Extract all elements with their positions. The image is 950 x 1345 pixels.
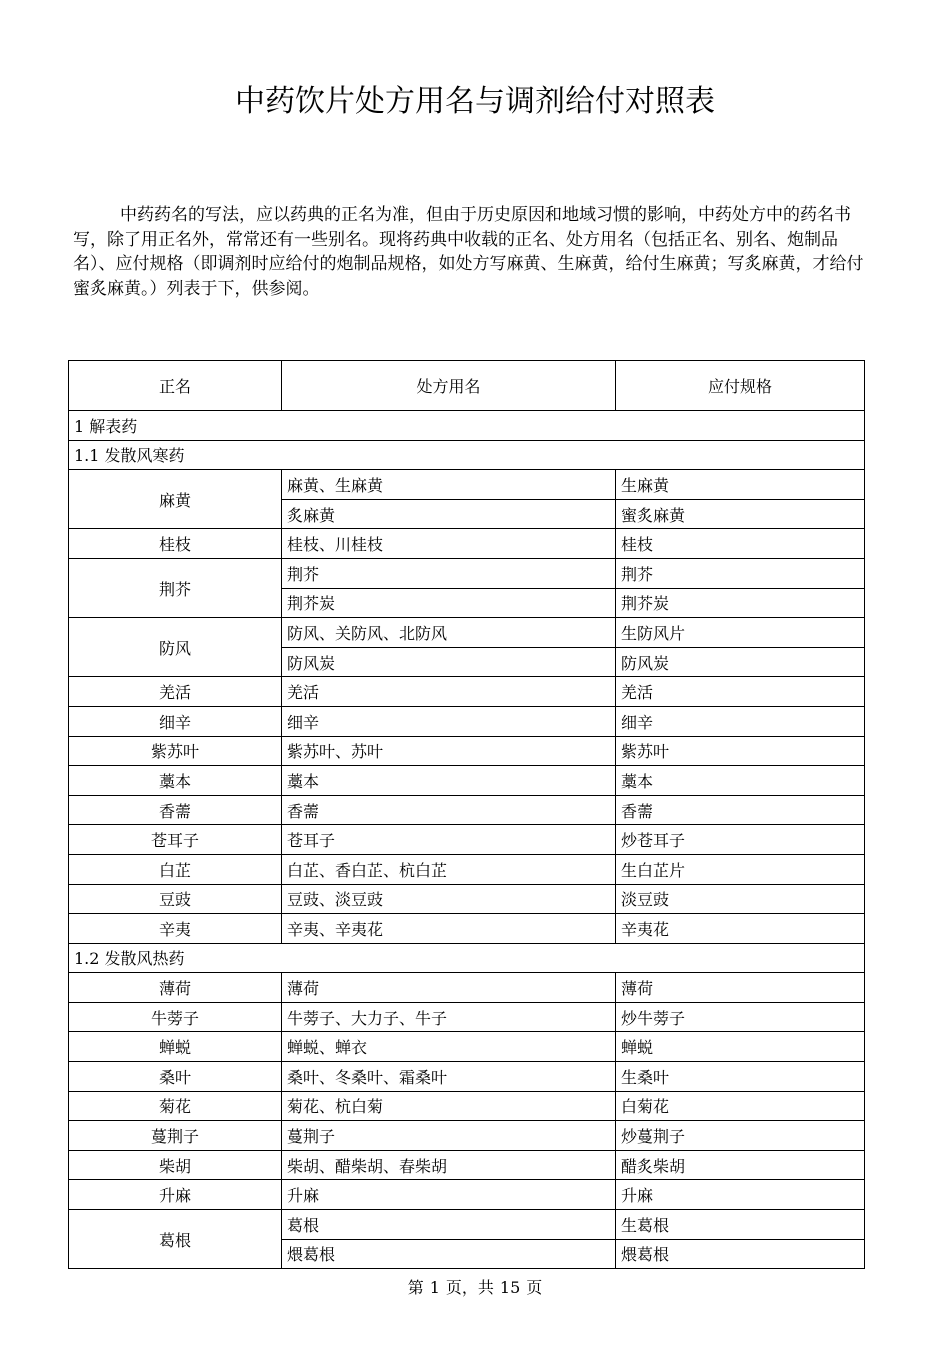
table-row xyxy=(69,558,865,588)
category-label: 1 解表药 xyxy=(69,411,865,441)
table-row xyxy=(69,706,865,736)
table-row xyxy=(69,677,865,707)
dispense-spec-cell: 香薷 xyxy=(616,795,865,825)
official-name-cell: 荆芥 xyxy=(69,558,282,617)
official-name-cell: 辛夷 xyxy=(69,914,282,944)
prescription-name-cell: 桂枝、川桂枝 xyxy=(282,529,616,559)
table-row xyxy=(69,529,865,559)
official-name-cell: 防风 xyxy=(69,618,282,677)
page-footer xyxy=(0,1275,950,1298)
footer-mid: 页，共 xyxy=(445,1278,494,1297)
prescription-name-cell: 辛夷、辛夷花 xyxy=(282,914,616,944)
dispense-spec-cell: 生白芷片 xyxy=(616,854,865,884)
table-row xyxy=(69,1150,865,1180)
official-name-cell: 桂枝 xyxy=(69,529,282,559)
herb-table-body xyxy=(69,361,865,1269)
dispense-spec-cell: 生麻黄 xyxy=(616,470,865,500)
table-row xyxy=(69,618,865,648)
header-dispense-spec: 应付规格 xyxy=(616,361,865,411)
prescription-name-cell: 豆豉、淡豆豉 xyxy=(282,884,616,914)
official-name-cell: 苍耳子 xyxy=(69,825,282,855)
dispense-spec-cell: 炒牛蒡子 xyxy=(616,1002,865,1032)
table-row xyxy=(69,825,865,855)
prescription-name-cell: 葛根 xyxy=(282,1210,616,1240)
official-name-cell: 麻黄 xyxy=(69,470,282,529)
category-row xyxy=(69,943,865,973)
table-header-row xyxy=(69,361,865,411)
dispense-spec-cell: 防风炭 xyxy=(616,647,865,677)
dispense-spec-cell: 荆芥 xyxy=(616,558,865,588)
official-name-cell: 紫苏叶 xyxy=(69,736,282,766)
herb-table xyxy=(68,360,865,1269)
prescription-name-cell: 防风、关防风、北防风 xyxy=(282,618,616,648)
dispense-spec-cell: 荆芥炭 xyxy=(616,588,865,618)
category-row xyxy=(69,411,865,441)
header-official-name: 正名 xyxy=(69,361,282,411)
official-name-cell: 薄荷 xyxy=(69,973,282,1003)
table-row xyxy=(69,1180,865,1210)
official-name-cell: 蔓荆子 xyxy=(69,1121,282,1151)
dispense-spec-cell: 升麻 xyxy=(616,1180,865,1210)
dispense-spec-cell: 生防风片 xyxy=(616,618,865,648)
prescription-name-cell: 菊花、杭白菊 xyxy=(282,1091,616,1121)
official-name-cell: 葛根 xyxy=(69,1210,282,1269)
official-name-cell: 菊花 xyxy=(69,1091,282,1121)
dispense-spec-cell: 生葛根 xyxy=(616,1210,865,1240)
dispense-spec-cell: 蝉蜕 xyxy=(616,1032,865,1062)
table-row xyxy=(69,795,865,825)
prescription-name-cell: 升麻 xyxy=(282,1180,616,1210)
prescription-name-cell: 苍耳子 xyxy=(282,825,616,855)
dispense-spec-cell: 炒蔓荆子 xyxy=(616,1121,865,1151)
prescription-name-cell: 防风炭 xyxy=(282,647,616,677)
prescription-name-cell: 白芷、香白芷、杭白芷 xyxy=(282,854,616,884)
dispense-spec-cell: 桂枝 xyxy=(616,529,865,559)
official-name-cell: 香薷 xyxy=(69,795,282,825)
prescription-name-cell: 细辛 xyxy=(282,706,616,736)
dispense-spec-cell: 淡豆豉 xyxy=(616,884,865,914)
category-label: 1.2 发散风热药 xyxy=(69,943,865,973)
dispense-spec-cell: 煨葛根 xyxy=(616,1239,865,1269)
official-name-cell: 藁本 xyxy=(69,766,282,796)
table-row xyxy=(69,1002,865,1032)
prescription-name-cell: 牛蒡子、大力子、牛子 xyxy=(282,1002,616,1032)
dispense-spec-cell: 生桑叶 xyxy=(616,1062,865,1092)
dispense-spec-cell: 醋炙柴胡 xyxy=(616,1150,865,1180)
table-row xyxy=(69,854,865,884)
page-title: 中药饮片处方用名与调剂给付对照表 xyxy=(235,84,715,119)
prescription-name-cell: 桑叶、冬桑叶、霜桑叶 xyxy=(282,1062,616,1092)
prescription-name-cell: 羌活 xyxy=(282,677,616,707)
header-prescription-name: 处方用名 xyxy=(282,361,616,411)
prescription-name-cell: 蔓荆子 xyxy=(282,1121,616,1151)
dispense-spec-cell: 蜜炙麻黄 xyxy=(616,499,865,529)
official-name-cell: 羌活 xyxy=(69,677,282,707)
table-row xyxy=(69,736,865,766)
prescription-name-cell: 香薷 xyxy=(282,795,616,825)
intro-paragraph: 中药药名的写法，应以药典的正名为准，但由于历史原因和地域习惯的影响，中药处方中的药名书写，除了用正名外，常常还有一些别名。现将药典中收载的正名、处方用名（包括正名、别名、炮制品名）、应付规格（即调剂时应给付的炮制品规格，如处方写麻黄、生麻黄，给付生麻黄；写炙麻黄，才给付蜜炙麻黄。）列表于下，供参阅。 xyxy=(73,205,864,299)
category-label: 1.1 发散风寒药 xyxy=(69,440,865,470)
table-row xyxy=(69,973,865,1003)
prescription-name-cell: 藁本 xyxy=(282,766,616,796)
prescription-name-cell: 煨葛根 xyxy=(282,1239,616,1269)
prescription-name-cell: 紫苏叶、苏叶 xyxy=(282,736,616,766)
dispense-spec-cell: 藁本 xyxy=(616,766,865,796)
table-row xyxy=(69,1210,865,1240)
table-row xyxy=(69,1062,865,1092)
footer-prefix: 第 xyxy=(407,1278,424,1297)
footer-suffix: 页 xyxy=(526,1278,543,1297)
footer-page-number: 1 xyxy=(429,1278,440,1297)
prescription-name-cell: 荆芥 xyxy=(282,558,616,588)
prescription-name-cell: 麻黄、生麻黄 xyxy=(282,470,616,500)
dispense-spec-cell: 薄荷 xyxy=(616,973,865,1003)
prescription-name-cell: 薄荷 xyxy=(282,973,616,1003)
table-row xyxy=(69,470,865,500)
prescription-name-cell: 柴胡、醋柴胡、春柴胡 xyxy=(282,1150,616,1180)
official-name-cell: 柴胡 xyxy=(69,1150,282,1180)
table-row xyxy=(69,1091,865,1121)
table-row xyxy=(69,1032,865,1062)
table-row xyxy=(69,914,865,944)
dispense-spec-cell: 羌活 xyxy=(616,677,865,707)
footer-total-pages: 15 xyxy=(499,1278,521,1297)
prescription-name-cell: 蝉蜕、蝉衣 xyxy=(282,1032,616,1062)
dispense-spec-cell: 辛夷花 xyxy=(616,914,865,944)
table-row xyxy=(69,884,865,914)
official-name-cell: 牛蒡子 xyxy=(69,1002,282,1032)
official-name-cell: 细辛 xyxy=(69,706,282,736)
dispense-spec-cell: 紫苏叶 xyxy=(616,736,865,766)
dispense-spec-cell: 炒苍耳子 xyxy=(616,825,865,855)
table-row xyxy=(69,766,865,796)
official-name-cell: 蝉蜕 xyxy=(69,1032,282,1062)
category-row xyxy=(69,440,865,470)
official-name-cell: 白芷 xyxy=(69,854,282,884)
dispense-spec-cell: 细辛 xyxy=(616,706,865,736)
official-name-cell: 桑叶 xyxy=(69,1062,282,1092)
table-row xyxy=(69,1121,865,1151)
prescription-name-cell: 荆芥炭 xyxy=(282,588,616,618)
official-name-cell: 升麻 xyxy=(69,1180,282,1210)
dispense-spec-cell: 白菊花 xyxy=(616,1091,865,1121)
official-name-cell: 豆豉 xyxy=(69,884,282,914)
prescription-name-cell: 炙麻黄 xyxy=(282,499,616,529)
